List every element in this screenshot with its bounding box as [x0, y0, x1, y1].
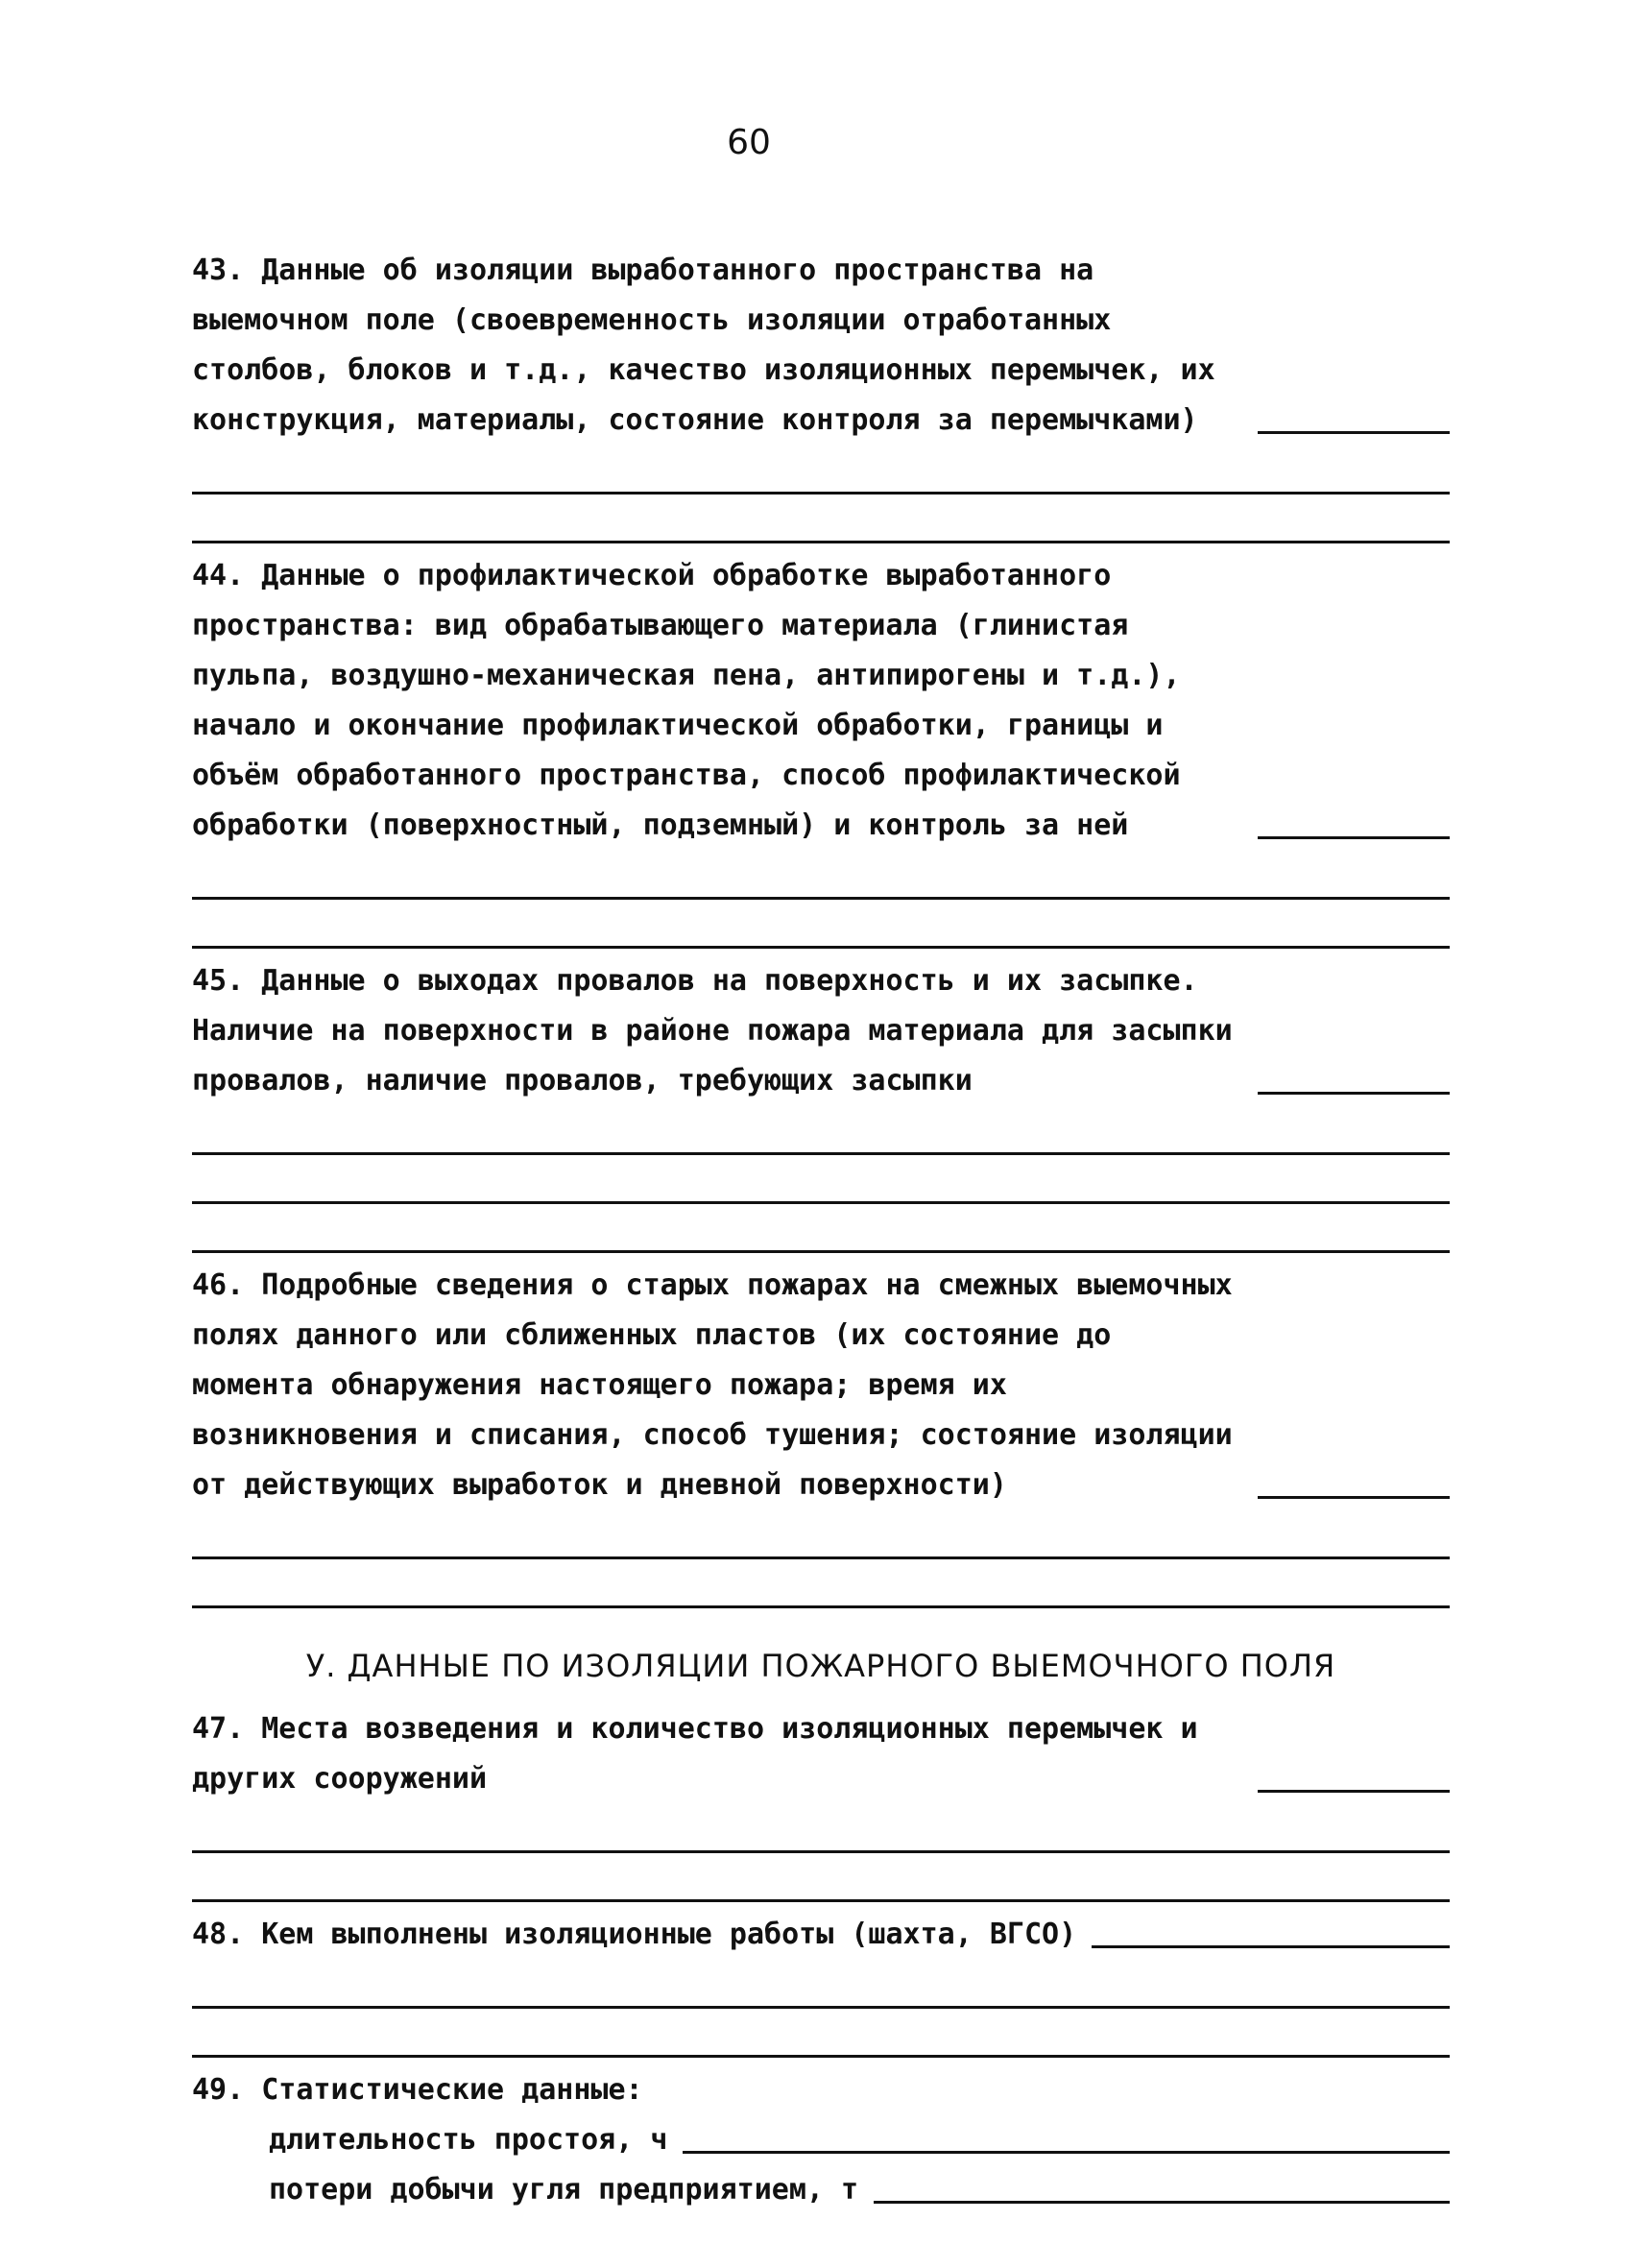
- stat-line-downtime: [192, 2115, 1450, 2165]
- item-number: 47.: [192, 1712, 245, 1746]
- item-body: Кем выполнены изоляционные работы (шахта, ВГСО): [261, 1918, 1077, 1951]
- blank-answer-line[interactable]: [192, 1106, 1450, 1155]
- blank-answer-line[interactable]: [192, 1853, 1450, 1902]
- fill-in-blank[interactable]: [874, 2201, 1450, 2204]
- stat-label: длительность простоя, ч: [269, 2123, 668, 2157]
- section-title: У. ДАННЫЕ ПО ИЗОЛЯЦИИ ПОЖАРНОГО ВЫЕМОЧНОГО ПОЛЯ: [305, 1648, 1336, 1684]
- form-item-43: [192, 246, 1450, 543]
- blank-answer-line[interactable]: [192, 495, 1450, 543]
- item-text-line: [192, 246, 1450, 446]
- item-text-line: [192, 1261, 1450, 1510]
- item-text: [192, 1261, 1242, 1510]
- item-body: Подробные сведения о старых пожарах на смежных выемочных полях данного или сближенных пластов (их состояние до момента обнаружения настоящего пожара; время их возникновения и списания, способ тушения; состояние изоляции от действующих выработок и дневной поверхности): [192, 1268, 1233, 1502]
- fill-in-blank[interactable]: [683, 2151, 1450, 2154]
- blank-answer-line[interactable]: [192, 1960, 1450, 2009]
- item-number: 46.: [192, 1268, 245, 1302]
- form-item-45: [192, 956, 1450, 1253]
- fill-in-blank[interactable]: [1258, 1092, 1450, 1095]
- item-number: 48.: [192, 1918, 245, 1951]
- blank-answer-line[interactable]: [192, 851, 1450, 900]
- item-text: [192, 1704, 1242, 1804]
- blank-answer-line[interactable]: [192, 446, 1450, 495]
- blank-answer-line[interactable]: [192, 1204, 1450, 1253]
- blank-answer-line[interactable]: [192, 2009, 1450, 2058]
- fill-in-blank[interactable]: [1258, 836, 1450, 839]
- item-body: Данные о профилактической обработке выработанного пространства: вид обрабатывающего материала (глинистая пульпа, воздушно-механическая пена, антипирогены и т.д.), начало и окончание профилактической обработки, границы и объём обработанного пространства, способ профилактической обработки (поверхностный, подземный) и контроль за ней: [192, 559, 1181, 842]
- item-text: [192, 1910, 1076, 1960]
- stat-label: потери добычи угля предприятием, т: [269, 2173, 859, 2207]
- item-text-line: [192, 956, 1450, 1106]
- item-text: [192, 246, 1242, 446]
- form-item-47: [192, 1704, 1450, 1902]
- item-number: 49.: [192, 2073, 245, 2107]
- item-text: Статистические данные:: [261, 2073, 643, 2107]
- items-group-2: [192, 1704, 1450, 2058]
- fill-in-blank[interactable]: [1092, 1945, 1450, 1948]
- fill-in-blank[interactable]: [1258, 1496, 1450, 1499]
- blank-answer-line[interactable]: [192, 1155, 1450, 1204]
- form-item-49: [192, 2065, 1450, 2215]
- page-number: 60: [727, 123, 771, 162]
- form-item-46: [192, 1261, 1450, 1608]
- blank-answer-line[interactable]: [192, 900, 1450, 949]
- items-group-1: [192, 246, 1450, 1608]
- item-number: 43.: [192, 253, 245, 287]
- item-text: [192, 956, 1242, 1106]
- form-item-44: [192, 551, 1450, 949]
- form-item-48: [192, 1910, 1450, 2058]
- item-number: 45.: [192, 964, 245, 998]
- stat-line-losses: [192, 2165, 1450, 2215]
- fill-in-blank[interactable]: [1258, 431, 1450, 434]
- item-text-line: [192, 551, 1450, 851]
- item-text: [192, 551, 1242, 851]
- item-49-title: [192, 2065, 1450, 2115]
- item-number: 44.: [192, 559, 245, 592]
- item-body: Места возведения и количество изоляционных перемычек и других сооружений: [192, 1712, 1198, 1796]
- blank-answer-line[interactable]: [192, 1804, 1450, 1853]
- form-content: [192, 246, 1450, 2223]
- item-text-line: [192, 1704, 1450, 1804]
- fill-in-blank[interactable]: [1258, 1790, 1450, 1793]
- blank-answer-line[interactable]: [192, 1559, 1450, 1608]
- item-text-line: [192, 1910, 1450, 1960]
- item-body: Данные о выходах провалов на поверхность и их засыпке. Наличие на поверхности в районе пожара материала для засыпки провалов, наличие провалов, требующих засыпки: [192, 964, 1233, 1098]
- item-body: Данные об изоляции выработанного пространства на выемочном поле (своевременность изоляции отработанных столбов, блоков и т.д., качество изоляционных перемычек, их конструкция, материалы, состояние контроля за перемычками): [192, 253, 1215, 437]
- blank-answer-line[interactable]: [192, 1510, 1450, 1559]
